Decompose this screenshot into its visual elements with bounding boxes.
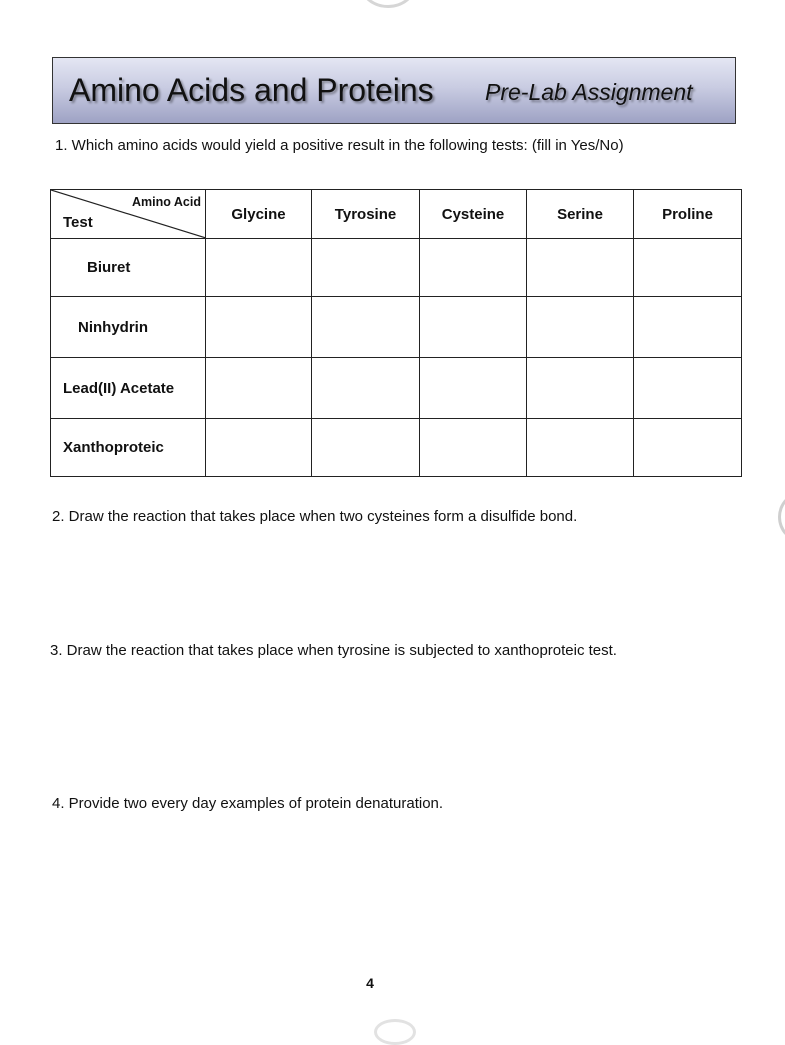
row-label-lead-acetate: Lead(II) Acetate bbox=[51, 358, 206, 419]
answer-cell[interactable] bbox=[420, 358, 527, 419]
answer-cell[interactable] bbox=[634, 419, 742, 477]
table-row-biuret bbox=[51, 239, 742, 297]
answer-cell[interactable] bbox=[634, 239, 742, 297]
answer-cell[interactable] bbox=[206, 297, 312, 358]
answer-cell[interactable] bbox=[634, 358, 742, 419]
table-row-ninhydrin bbox=[51, 297, 742, 358]
column-header-proline: Proline bbox=[634, 190, 742, 239]
answer-cell[interactable] bbox=[527, 419, 634, 477]
page-title: Amino Acids and Proteins bbox=[69, 72, 434, 108]
answer-cell[interactable] bbox=[420, 419, 527, 477]
corner-label-amino-acid: Amino Acid bbox=[132, 195, 201, 209]
answer-cell[interactable] bbox=[527, 358, 634, 419]
answer-cell[interactable] bbox=[634, 297, 742, 358]
table-row-lead-acetate bbox=[51, 358, 742, 419]
corner-label-test: Test bbox=[63, 214, 93, 231]
answer-cell[interactable] bbox=[206, 419, 312, 477]
answer-cell[interactable] bbox=[420, 239, 527, 297]
answer-cell[interactable] bbox=[206, 239, 312, 297]
page-number: 4 bbox=[366, 975, 374, 991]
answer-cell[interactable] bbox=[312, 358, 420, 419]
question-2: 2. Draw the reaction that takes place when two cysteines form a disulfide bond. bbox=[52, 508, 578, 525]
row-label-ninhydrin: Ninhydrin bbox=[51, 297, 206, 358]
row-label-biuret: Biuret bbox=[51, 239, 206, 297]
column-header-cysteine: Cysteine bbox=[420, 190, 527, 239]
test-results-table bbox=[50, 189, 742, 477]
question-4: 4. Provide two every day examples of protein denaturation. bbox=[52, 795, 444, 812]
question-3: 3. Draw the reaction that takes place when tyrosine is subjected to xanthoproteic test. bbox=[50, 642, 617, 659]
answer-cell[interactable] bbox=[206, 358, 312, 419]
binder-hole-right bbox=[778, 492, 785, 542]
binder-hole-top bbox=[360, 0, 416, 8]
table-header-row bbox=[51, 190, 742, 239]
column-header-tyrosine: Tyrosine bbox=[312, 190, 420, 239]
answer-cell[interactable] bbox=[312, 419, 420, 477]
answer-cell[interactable] bbox=[527, 297, 634, 358]
answer-cell[interactable] bbox=[527, 239, 634, 297]
question-1: 1. Which amino acids would yield a positive result in the following tests: (fill in Yes/No) bbox=[55, 137, 624, 154]
answer-cell[interactable] bbox=[312, 297, 420, 358]
table-corner-cell bbox=[51, 190, 206, 239]
title-banner bbox=[52, 57, 736, 124]
table-row-xanthoproteic bbox=[51, 419, 742, 477]
answer-cell[interactable] bbox=[312, 239, 420, 297]
column-header-glycine: Glycine bbox=[206, 190, 312, 239]
column-header-serine: Serine bbox=[527, 190, 634, 239]
answer-cell[interactable] bbox=[420, 297, 527, 358]
row-label-xanthoproteic: Xanthoproteic bbox=[51, 419, 206, 477]
binder-hole-bottom bbox=[374, 1019, 416, 1045]
page-subtitle: Pre-Lab Assignment bbox=[485, 79, 693, 105]
